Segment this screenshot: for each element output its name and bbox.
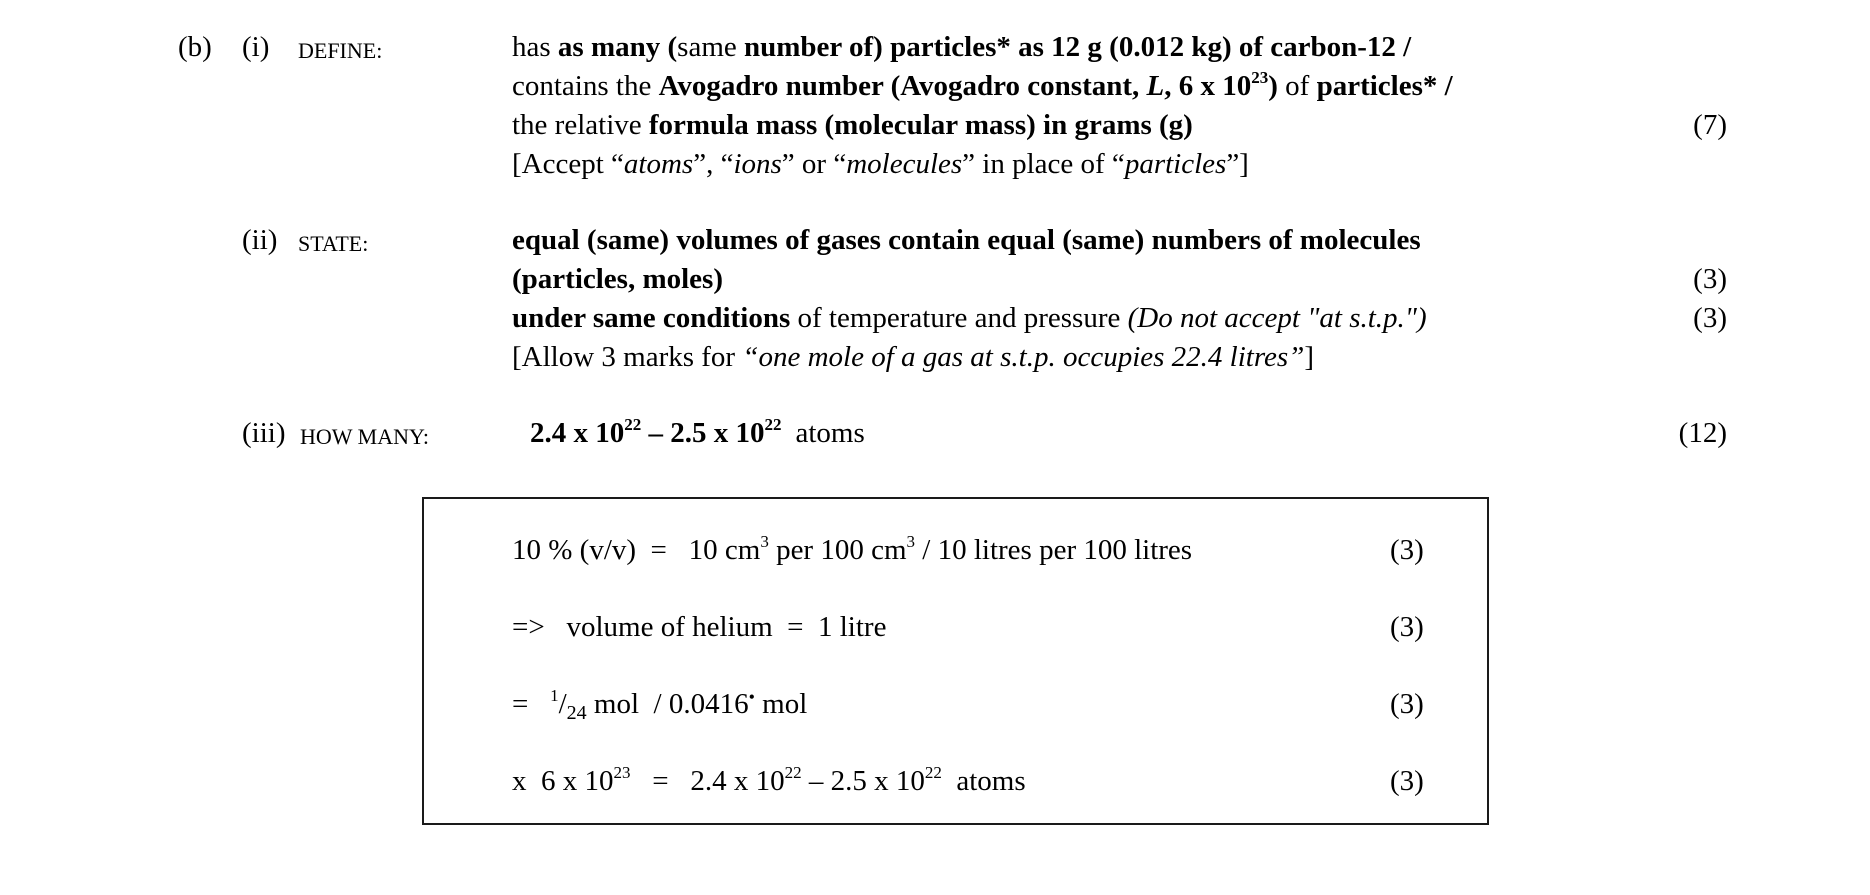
subpart-i-number: (i) [242, 31, 270, 63]
text: ] [1304, 341, 1315, 373]
text: per 100 cm [768, 534, 907, 566]
text-bold: particles* / [1316, 70, 1453, 102]
text: – 2.5 x 10 [801, 765, 925, 797]
fraction-slash: / [558, 688, 567, 720]
text-italic: molecules [846, 148, 963, 180]
working-row-1 [512, 532, 1193, 566]
exponent: 3 [906, 532, 916, 551]
exponent: 23 [1251, 68, 1269, 87]
text-bold: 2.4 x 10 [530, 417, 625, 449]
text: => volume of helium = 1 litre [512, 611, 887, 643]
working-mark-2: (3) [1390, 611, 1424, 643]
text: = 2.4 x 10 [630, 765, 785, 797]
text: mol / 0.0416 [586, 688, 749, 720]
working-mark-1: (3) [1390, 534, 1424, 566]
state-line-2: (particles, moles) [512, 263, 723, 295]
recurring-dot: • [748, 687, 755, 707]
fraction-numerator: 1 [550, 686, 559, 705]
text: ” or “ [781, 148, 847, 180]
fraction-denominator: 24 [566, 702, 587, 724]
text-bold: , 6 x 10 [1164, 70, 1252, 102]
define-line-1 [512, 33, 1411, 62]
avogadro-symbol: L [1146, 70, 1165, 102]
working-row-4 [512, 763, 1026, 797]
text: has [512, 31, 558, 63]
text-bold: – 2.5 x 10 [641, 417, 765, 449]
text-bold: Avogadro number (Avogadro constant, [658, 70, 1147, 102]
text: = [512, 688, 551, 720]
exponent: 3 [760, 532, 769, 551]
text-italic: ions [733, 148, 782, 180]
subpart-iii-number: (iii) [242, 417, 286, 449]
part-label: (b) [178, 31, 212, 63]
working-row-2 [512, 613, 886, 642]
text-italic: particles [1124, 148, 1227, 180]
state-line-3 [512, 304, 1427, 333]
text: of temperature and pressure [790, 302, 1128, 334]
mark-ii-a: (3) [1693, 263, 1727, 295]
text-bold: number of) particles* as 12 g (0.012 kg) of carbon-12 / [744, 31, 1412, 63]
exponent: 22 [624, 415, 642, 434]
text-italic: atoms [623, 148, 694, 180]
working-box [422, 497, 1489, 825]
text: 10 % (v/v) = 10 cm [512, 534, 761, 566]
define-line-2 [512, 68, 1453, 102]
text: / 10 litres per 100 litres [915, 534, 1193, 566]
text: same [677, 31, 744, 63]
mark-iii: (12) [1678, 417, 1727, 449]
text-bold: as many ( [557, 31, 678, 63]
text-italic: “one mole of a gas at s.t.p. occupies 22.4 litres” [742, 341, 1305, 373]
how-many-answer [530, 415, 865, 449]
text: atoms [941, 765, 1026, 797]
working-mark-4: (3) [1390, 765, 1424, 797]
state-line-4 [512, 343, 1314, 372]
text-bold: ) [1268, 70, 1278, 102]
exponent: 22 [764, 415, 782, 434]
text-italic: (Do not accept "at s.t.p.") [1127, 302, 1427, 334]
define-line-3 [512, 111, 1193, 140]
text: the relative [512, 109, 649, 141]
subpart-iii-command: HOW MANY: [300, 424, 429, 449]
text-bold: under same conditions [512, 302, 791, 334]
state-line-1: equal (same) volumes of gases contain equal (same) numbers of molecules [512, 224, 1421, 256]
working-mark-3: (3) [1390, 688, 1424, 720]
subpart-ii-command: STATE: [298, 231, 369, 256]
mark-i: (7) [1693, 109, 1727, 141]
mark-ii-b: (3) [1693, 302, 1727, 334]
text-bold: formula mass (molecular mass) in grams (g) [648, 109, 1193, 141]
text: x 6 x 10 [512, 765, 614, 797]
text: mol [754, 688, 808, 720]
text: ”] [1226, 148, 1249, 180]
text: ”, “ [693, 148, 734, 180]
text: ” in place of “ [962, 148, 1125, 180]
working-row-3 [512, 686, 808, 724]
text: [Allow 3 marks for [512, 341, 743, 373]
text: of [1277, 70, 1317, 102]
subpart-i-command: DEFINE: [298, 38, 383, 63]
subpart-ii-number: (ii) [242, 224, 278, 256]
exponent: 23 [613, 763, 631, 782]
text: [Accept “ [512, 148, 624, 180]
exponent: 22 [924, 763, 942, 782]
text: contains the [512, 70, 659, 102]
exponent: 22 [784, 763, 802, 782]
text: atoms [795, 417, 865, 449]
define-line-4 [512, 150, 1249, 179]
